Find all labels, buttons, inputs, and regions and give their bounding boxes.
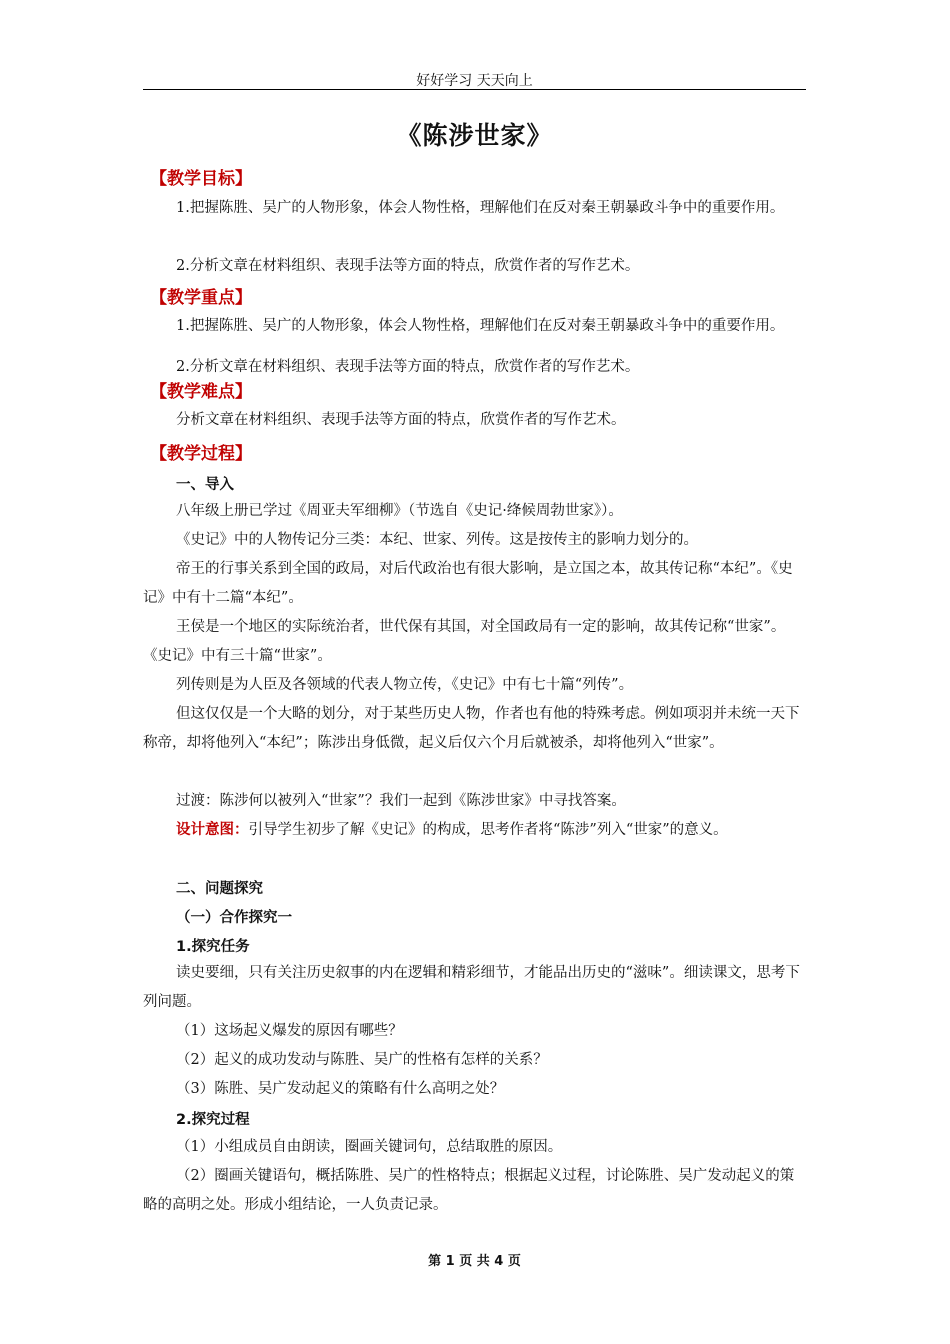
- header-rule: [143, 89, 806, 90]
- part1-paragraph-6: [143, 700, 806, 758]
- key-point-text-1: 1.把握陈胜、吴广的人物形象，体会人物性格，理解他们在反对秦王朝暴政斗争中的重要作用。: [176, 318, 785, 334]
- key-point-text-2: 2.分析文章在材料组织、表现手法等方面的特点，欣赏作者的写作艺术。: [176, 359, 640, 375]
- difficulty-text-1: 分析文章在材料组织、表现手法等方面的特点，欣赏作者的写作艺术。: [176, 412, 626, 428]
- design-intent-label: 设计意图：: [176, 822, 249, 838]
- question-1: [143, 1017, 806, 1046]
- part1-text-3: 帝王的行事关系到全国的政局，对后代政治也有很大影响，是立国之本，故其传记称“本纪”。《史记》中有十二篇“本纪”。: [143, 561, 793, 606]
- design-intent-text: 引导学生初步了解《史记》的构成，思考作者将“陈涉”列入“世家”的意义。: [248, 822, 728, 838]
- key-point-item-1: [143, 316, 806, 337]
- question-text-1: （1）这场起义爆发的原因有哪些？: [176, 1023, 403, 1039]
- task-text: 读史要细，只有关注历史叙事的内在逻辑和精彩细节，才能品出历史的“滋味”。细读课文，思考下列问题。: [143, 965, 800, 1010]
- difficulty-item-1: [143, 406, 806, 435]
- process-step-text-2: （2）圈画关键语句，概括陈胜、吴广的性格特点；根据起义过程，讨论陈胜、吴广发动起义的策略的高明之处。形成小组结论，一人负责记录。: [143, 1168, 795, 1213]
- goal-text-1: 1.把握陈胜、吴广的人物形象，体会人物性格，理解他们在反对秦王朝暴政斗争中的重要作用。: [176, 200, 785, 216]
- part1-text-7: 过渡：陈涉何以被列入“世家”？我们一起到《陈涉世家》中寻找答案。: [176, 793, 626, 809]
- question-text-2: （2）起义的成功发动与陈胜、吴广的性格有怎样的关系？: [176, 1052, 548, 1068]
- part2-subheading-1: （一）合作探究一: [176, 910, 292, 926]
- part1-paragraph-3: [143, 555, 806, 613]
- part2-heading: 二、问题探究: [176, 881, 263, 897]
- section-heading-difficulties: 【教学难点】: [150, 382, 252, 402]
- question-3: [143, 1075, 806, 1104]
- section-heading-goals: 【教学目标】: [150, 169, 252, 189]
- task-title: 1.探究任务: [176, 939, 250, 955]
- section-heading-process: 【教学过程】: [150, 444, 252, 464]
- part1-heading: 一、导入: [176, 477, 234, 493]
- part1-text-1: 八年级上册已学过《周亚夫军细柳》（节选自《史记·绛候周勃世家》）。: [176, 503, 623, 519]
- design-intent-paragraph: [143, 816, 806, 845]
- part1-text-5: 列传则是为人臣及各领域的代表人物立传，《史记》中有七十篇“列传”。: [176, 677, 634, 693]
- part1-paragraph-4: [143, 613, 806, 671]
- part1-paragraph-7: [143, 787, 806, 816]
- section-heading-key-points: 【教学重点】: [150, 288, 252, 308]
- page-header: 好好学习 天天向上: [416, 73, 533, 89]
- process-step-text-1: （1）小组成员自由朗读，圈画关键词句，总结取胜的原因。: [176, 1139, 563, 1155]
- goal-item-2: [143, 252, 806, 281]
- question-text-3: （3）陈胜、吴广发动起义的策略有什么高明之处？: [176, 1081, 505, 1097]
- document-title: 《陈涉世家》: [396, 121, 553, 150]
- goal-item-1: [143, 194, 806, 223]
- question-2: [143, 1046, 806, 1075]
- part1-paragraph-2: [143, 526, 806, 555]
- page-footer: 第 1 页 共 4 页: [428, 1254, 521, 1269]
- part1-text-6: 但这仅仅是一个大略的划分，对于某些历史人物，作者也有他的特殊考虑。例如项羽并未统一天下称帝，却将他列入“本纪”；陈涉出身低微，起义后仅六个月后就被杀，却将他列入“世家”。: [143, 706, 800, 751]
- task-paragraph: [143, 959, 806, 1017]
- goal-text-2: 2.分析文章在材料组织、表现手法等方面的特点，欣赏作者的写作艺术。: [176, 258, 640, 274]
- part1-paragraph-1: [143, 497, 806, 526]
- process-step-2: [143, 1162, 806, 1220]
- part1-paragraph-5: [143, 671, 806, 700]
- part1-text-2: 《史记》中的人物传记分三类：本纪、世家、列传。这是按传主的影响力划分的。: [176, 532, 698, 548]
- process-title: 2.探究过程: [176, 1112, 250, 1128]
- process-step-1: [143, 1133, 806, 1162]
- part1-text-4: 王侯是一个地区的实际统治者，世代保有其国，对全国政局有一定的影响，故其传记称“世家”。《史记》中有三十篇“世家”。: [143, 619, 786, 664]
- key-point-item-2: [143, 357, 806, 378]
